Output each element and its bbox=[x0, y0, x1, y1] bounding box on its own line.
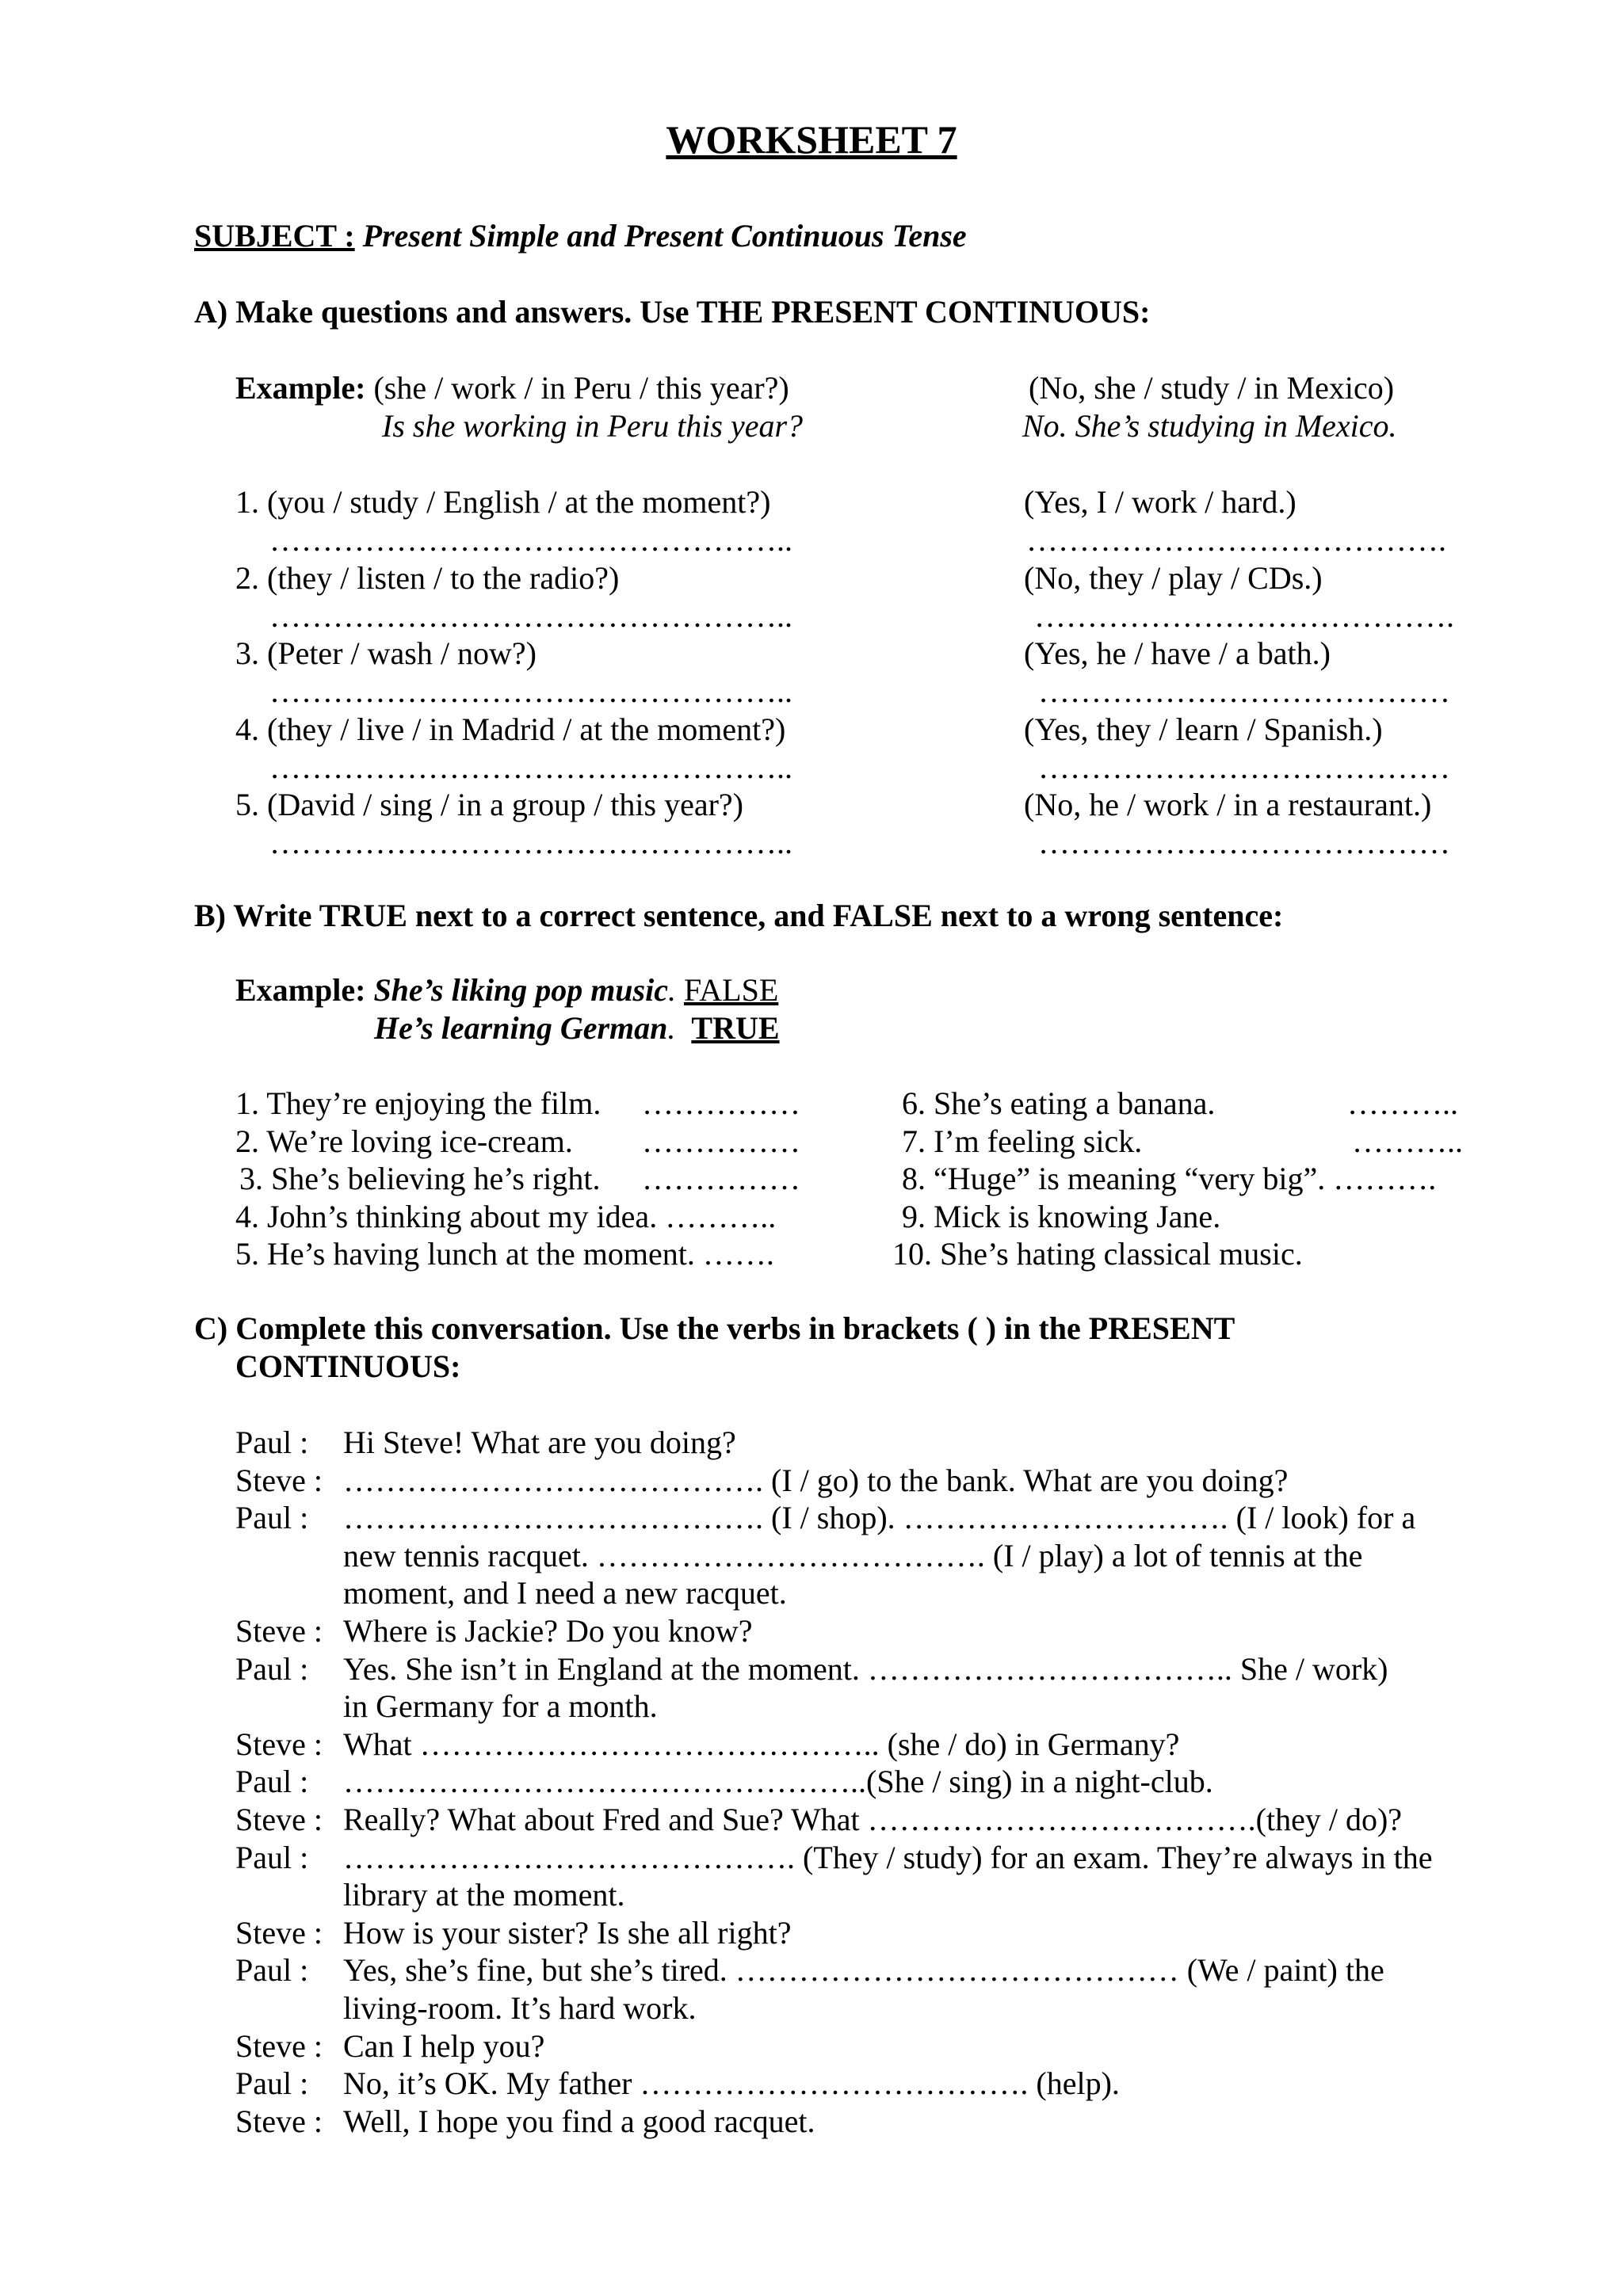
example-answer-1: FALSE bbox=[683, 972, 779, 1008]
speaker-label: Steve : bbox=[235, 1914, 323, 1951]
sentence-item: 3. She’s believing he’s right. bbox=[239, 1161, 601, 1196]
conversation-line: Really? What about Fred and Sue? What ……………………………….(they / do)? bbox=[343, 1802, 1403, 1837]
sentence-item: 4. John’s thinking about my idea. ……….. bbox=[235, 1198, 777, 1234]
speaker-label: Steve : bbox=[235, 1462, 323, 1498]
conversation-line: Well, I hope you find a good racquet. bbox=[343, 2103, 815, 2139]
conversation-line: What …………………………………….. (she / do) in Germany? bbox=[343, 1726, 1180, 1762]
section-c-heading-line2: CONTINUOUS: bbox=[235, 1348, 461, 1384]
question-blank: ………………………………………….. bbox=[269, 673, 792, 709]
question-prompt: 2. (they / listen / to the radio?) bbox=[235, 559, 620, 596]
worksheet-title: WORKSHEET 7 bbox=[666, 117, 957, 162]
speaker-label: Steve : bbox=[235, 1726, 323, 1762]
speaker-label: Steve : bbox=[235, 1613, 323, 1649]
section-b-heading: B) Write TRUE next to a correct sentence, and FALSE next to a wrong sentence: bbox=[194, 898, 1284, 933]
conversation-line: new tennis racquet. ………………………………. (I / play) a lot of tennis at the bbox=[343, 1537, 1363, 1573]
example-sentence-1: She’s liking pop music bbox=[373, 972, 668, 1008]
example-label: Example: bbox=[235, 370, 366, 406]
conversation-line: in Germany for a month. bbox=[343, 1688, 658, 1725]
conversation-line: How is your sister? Is she all right? bbox=[343, 1914, 792, 1951]
section-a-example-question-answer: Is she working in Peru this year? bbox=[382, 408, 804, 444]
answer-prompt: (Yes, he / have / a bath.) bbox=[1024, 635, 1331, 671]
answer-blank: …………… bbox=[642, 1085, 800, 1121]
speaker-label: Paul : bbox=[235, 1839, 309, 1875]
answer-prompt: (Yes, they / learn / Spanish.) bbox=[1024, 711, 1383, 747]
conversation-line: Yes. She isn’t in England at the moment. …………………………….. She / work) bbox=[343, 1650, 1388, 1687]
speaker-label: Steve : bbox=[235, 1802, 323, 1837]
subject-line bbox=[194, 217, 967, 255]
example-label: Example: bbox=[235, 972, 366, 1008]
conversation-line: Yes, she’s fine, but she’s tired. …………………………………… (We / paint) the bbox=[343, 1952, 1384, 1989]
answer-blank: ………………………………… bbox=[1038, 749, 1450, 785]
speaker-label: Paul : bbox=[235, 2065, 309, 2102]
conversation-line: library at the moment. bbox=[343, 1877, 625, 1913]
question-blank: ………………………………………….. bbox=[269, 749, 792, 785]
answer-blank: …………… bbox=[642, 1161, 800, 1196]
speaker-label: Paul : bbox=[235, 1425, 309, 1460]
speaker-label: Paul : bbox=[235, 1764, 309, 1800]
conversation-line: Hi Steve! What are you doing? bbox=[343, 1425, 736, 1460]
conversation-line: …………………………………. (I / go) to the bank. What are you doing? bbox=[343, 1462, 1289, 1498]
section-c-heading-line1: C) Complete this conversation. Use the verbs in brackets ( ) in the PRESENT bbox=[194, 1310, 1235, 1346]
sentence-item: 7. I’m feeling sick. bbox=[902, 1123, 1143, 1159]
sentence-item: 2. We’re loving ice-cream. bbox=[235, 1123, 573, 1159]
conversation-line: moment, and I need a new racquet. bbox=[343, 1575, 787, 1611]
sentence-item: 6. She’s eating a banana. bbox=[902, 1085, 1216, 1121]
answer-blank: ……….. bbox=[1347, 1085, 1458, 1121]
section-b-example-1: Example: She’s liking pop music. FALSE bbox=[235, 972, 779, 1008]
answer-blank: …………… bbox=[642, 1123, 800, 1159]
answer-blank: …………………………………. bbox=[1034, 597, 1454, 634]
question-prompt: 5. (David / sing / in a group / this year?) bbox=[235, 787, 743, 822]
section-b-example-2: He’s learning German. TRUE bbox=[374, 1010, 780, 1046]
conversation-line: Can I help you? bbox=[343, 2027, 545, 2064]
section-a-example-answer-prompt: (No, she / study / in Mexico) bbox=[1029, 370, 1395, 406]
sentence-item: 8. “Huge” is meaning “very big”. ………. bbox=[902, 1161, 1437, 1196]
speaker-label: Paul : bbox=[235, 1500, 309, 1536]
answer-blank: ……….. bbox=[1352, 1123, 1463, 1159]
example-sentence-2: He’s learning German bbox=[374, 1010, 668, 1046]
question-blank: ………………………………………….. bbox=[269, 597, 792, 634]
conversation-line: …………………………………………..(She / sing) in a night-club. bbox=[343, 1764, 1213, 1800]
question-blank: ………………………………………….. bbox=[269, 522, 792, 558]
section-a-example-question bbox=[235, 369, 789, 407]
conversation-line: Where is Jackie? Do you know? bbox=[343, 1613, 753, 1649]
speaker-label: Paul : bbox=[235, 1650, 309, 1687]
example-prompt: (she / work / in Peru / this year?) bbox=[373, 370, 789, 406]
sentence-item: 9. Mick is knowing Jane. bbox=[902, 1198, 1221, 1234]
sentence-item: 1. They’re enjoying the film. bbox=[235, 1085, 601, 1121]
answer-blank: …………………………………. bbox=[1026, 522, 1446, 558]
subject-label: SUBJECT : bbox=[194, 218, 355, 254]
answer-blank: ………………………………… bbox=[1038, 673, 1450, 709]
conversation-line: …………………………………. (I / shop). …………………………. (I / look) for a bbox=[343, 1500, 1416, 1536]
speaker-label: Paul : bbox=[235, 1952, 309, 1989]
sentence-item: 5. He’s having lunch at the moment. ……. bbox=[235, 1236, 774, 1272]
speaker-label: Steve : bbox=[235, 2103, 323, 2139]
section-a-heading: A) Make questions and answers. Use THE PRESENT CONTINUOUS: bbox=[194, 294, 1151, 330]
question-prompt: 4. (they / live / in Madrid / at the moment?) bbox=[235, 711, 786, 747]
sentence-item: 10. She’s hating classical music. bbox=[892, 1236, 1303, 1272]
section-a-example-answer-answer: No. She’s studying in Mexico. bbox=[1022, 408, 1397, 444]
conversation-line: No, it’s OK. My father ………………………………. (help). bbox=[343, 2065, 1120, 2102]
speaker-label: Steve : bbox=[235, 2027, 323, 2064]
conversation-line: ……………………………………. (They / study) for an exam. They’re always in the bbox=[343, 1839, 1433, 1875]
answer-prompt: (No, they / play / CDs.) bbox=[1024, 559, 1323, 596]
answer-blank: ………………………………… bbox=[1038, 825, 1450, 860]
conversation-line: living-room. It’s hard work. bbox=[343, 1990, 697, 2026]
subject-value: Present Simple and Present Continuous Tense bbox=[362, 218, 967, 254]
answer-prompt: (Yes, I / work / hard.) bbox=[1024, 484, 1296, 520]
example-answer-2: TRUE bbox=[691, 1010, 780, 1046]
question-prompt: 1. (you / study / English / at the moment?) bbox=[235, 484, 771, 520]
answer-prompt: (No, he / work / in a restaurant.) bbox=[1024, 787, 1432, 822]
question-prompt: 3. (Peter / wash / now?) bbox=[235, 635, 537, 671]
question-blank: ………………………………………….. bbox=[269, 825, 792, 860]
